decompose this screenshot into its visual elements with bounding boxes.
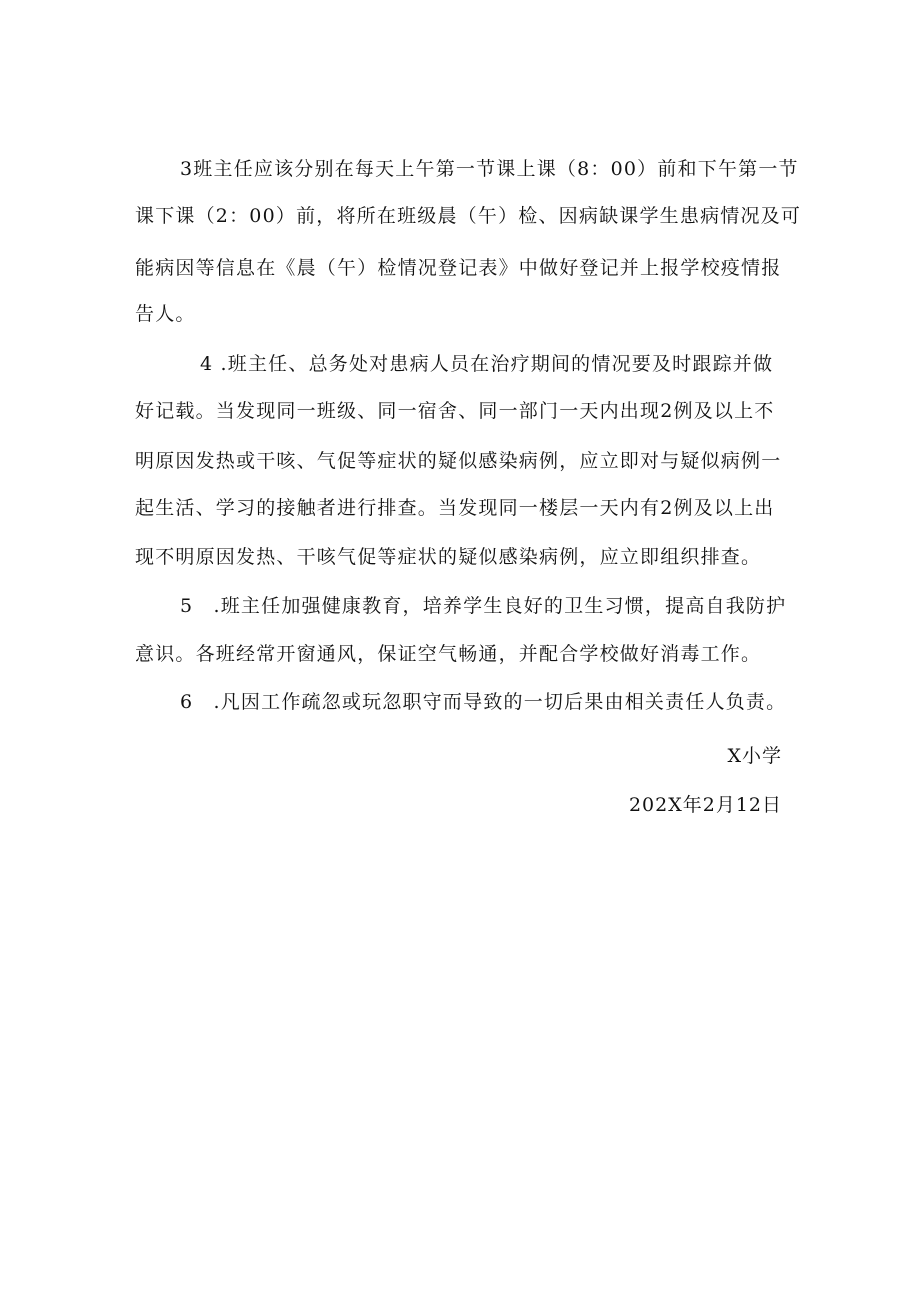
paragraph-3-line-1: 3班主任应该分别在每天上午第一节课上课（8：00）前和下午第一节 xyxy=(180,158,799,180)
paragraph-5-line-2: 意识。各班经常开窗通风，保证空气畅通，并配合学校做好消毒工作。 xyxy=(135,643,762,665)
paragraph-4-line-1: 4 .班主任、总务处对患病人员在治疗期间的情况要及时跟踪并做 xyxy=(200,353,774,375)
paragraph-4-line-2: 好记载。当发现同一班级、同一宿舍、同一部门一天内出现2例及以上不 xyxy=(135,400,775,422)
signature-date: 202X年2月12日 xyxy=(628,794,782,816)
paragraph-4-line-4: 起生活、学习的接触者进行排查。当发现同一楼层一天内有2例及以上出 xyxy=(135,497,775,519)
paragraph-4-line-3: 明原因发热或干咳、气促等症状的疑似感染病例，应立即对与疑似病例一 xyxy=(135,450,782,472)
paragraph-3-line-3: 能病因等信息在《晨（午）检情况登记表》中做好登记并上报学校疫情报 xyxy=(135,257,782,279)
paragraph-3-line-4: 告人。 xyxy=(135,303,196,325)
paragraph-5-line-1: 5 .班主任加强健康教育，培养学生良好的卫生习惯，提高自我防护 xyxy=(180,595,787,617)
paragraph-4-line-5: 现不明原因发热、干咳气促等症状的疑似感染病例，应立即组织排查。 xyxy=(135,546,762,568)
paragraph-6-line-1: 6 .凡因工作疏忽或玩忽职守而导致的一切后果由相关责任人负责。 xyxy=(180,691,787,713)
signature-school: X小学 xyxy=(727,745,782,767)
paragraph-3-line-2: 课下课（2：00）前，将所在班级晨（午）检、因病缺课学生患病情况及可 xyxy=(135,205,802,227)
